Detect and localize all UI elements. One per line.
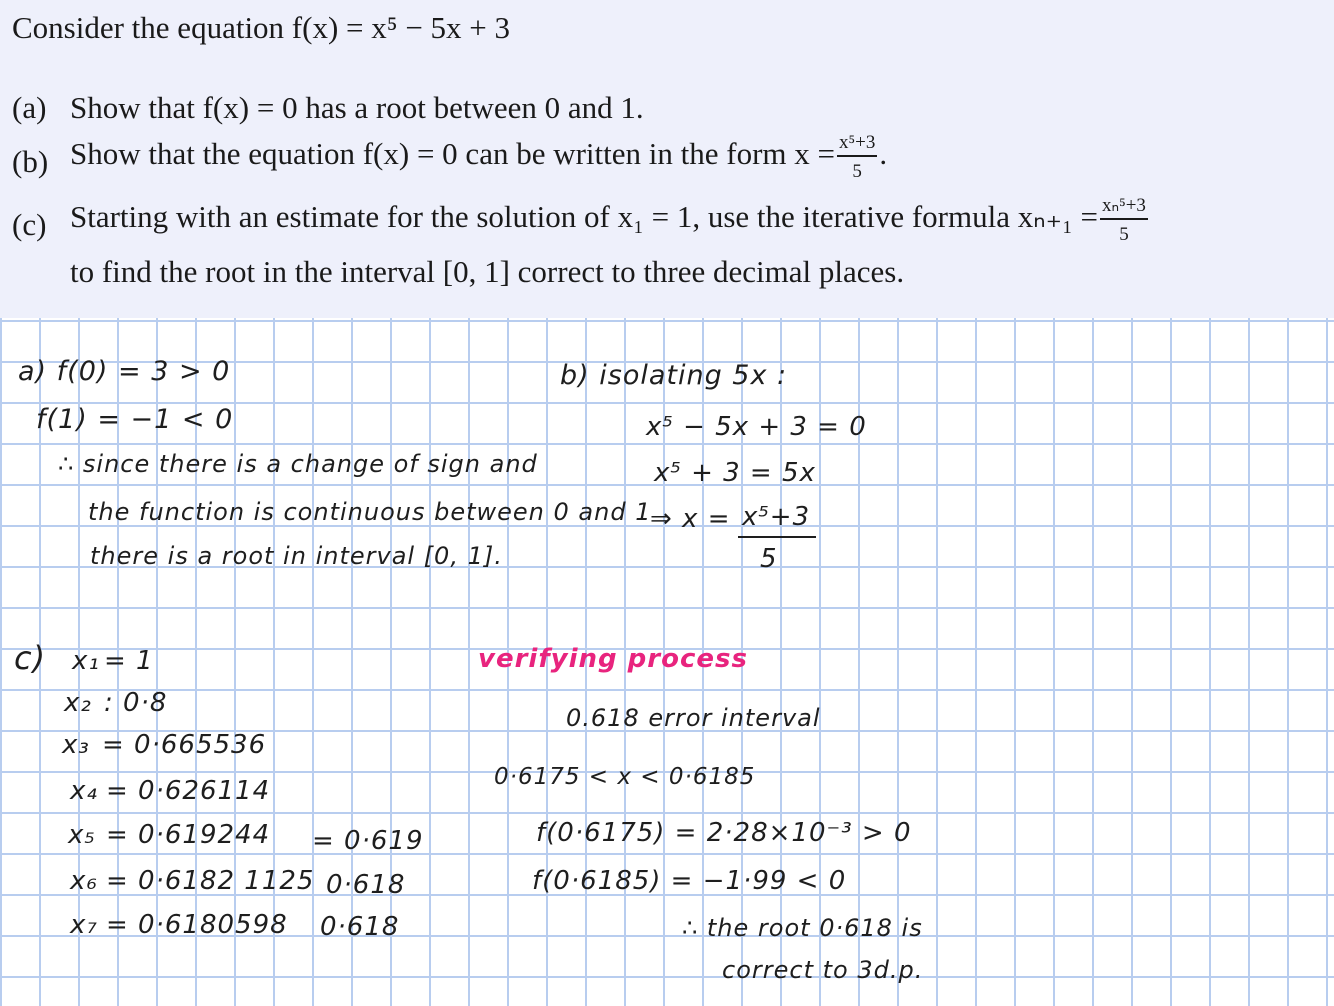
verify-line3: f(0·6175) = 2·28×10⁻³ > 0 — [536, 818, 912, 848]
iteration-x5-value: = 0·619244 — [106, 820, 271, 850]
verify-heading: verifying process — [478, 644, 748, 674]
iteration-x5-name: x₅ — [68, 820, 96, 850]
answer-b-line2: x⁵ + 3 = 5x — [654, 458, 816, 488]
part-c-fraction — [1100, 196, 1148, 244]
answer-b-heading: b) isolating 5x : — [560, 360, 788, 391]
answer-b-line1: x⁵ − 5x + 3 = 0 — [646, 412, 867, 442]
verify-line1: 0.618 error interval — [566, 704, 821, 732]
part-a-text: Show that f(x) = 0 has a root between 0 and 1. — [70, 90, 644, 125]
part-b-label: (b) — [12, 144, 49, 179]
part-c-fraction-denominator: 5 — [1119, 224, 1129, 245]
iteration-x7-value: = 0·6180598 — [106, 910, 288, 940]
answer-a-line3: ∴ since there is a change of sign and — [58, 450, 538, 478]
part-c-line2: to find the root in the interval [0, 1] correct to three decimal places. — [70, 254, 905, 289]
answer-a-line2: f(1) = −1 < 0 — [36, 404, 234, 435]
part-b-period: . — [879, 136, 888, 172]
answer-a-line5: there is a root in interval [0, 1]. — [90, 542, 503, 570]
part-b-line — [70, 133, 887, 181]
part-b-text: Show that the equation f(x) = 0 can be written in the form x = — [70, 136, 835, 172]
part-c-text: Starting with an estimate for the solution of x₁ = 1, use the iterative formula xₙ₊₁ = — [70, 199, 1098, 235]
iteration-x3-name: x₃ — [62, 730, 90, 760]
answer-c-label: c) — [14, 639, 47, 677]
answer-b-fraction-denominator: 5 — [760, 544, 778, 574]
iteration-x6-value: = 0·6182 1125 — [106, 866, 315, 896]
part-a-label: (a) — [12, 90, 47, 125]
part-b-fraction-denominator: 5 — [852, 161, 862, 182]
iteration-x2-name: x₂ — [64, 688, 92, 718]
part-c-line — [70, 196, 1150, 244]
iteration-x5-rounded: = 0·619 — [312, 826, 424, 856]
iteration-x1-value: = 1 — [104, 646, 154, 676]
iteration-x7-rounded: 0·618 — [320, 912, 400, 942]
verify-line5: ∴ the root 0·618 is — [682, 914, 923, 942]
answer-a-line4: the function is continuous between 0 and 1 — [88, 498, 652, 526]
answer-a-line1: a) f(0) = 3 > 0 — [18, 356, 231, 387]
part-b-fraction-numerator: x⁵+3 — [837, 133, 877, 157]
answer-b-fraction-bar — [738, 536, 816, 538]
question-panel — [0, 0, 1334, 318]
iteration-x4-name: x₄ — [70, 776, 98, 806]
iteration-x7-name: x₇ — [70, 910, 98, 940]
part-b-fraction — [837, 133, 877, 181]
verify-line2: 0·6175 < x < 0·6185 — [494, 764, 756, 790]
iteration-x4-value: = 0·626114 — [106, 776, 271, 806]
answer-b-line3-left: ⇒ x = — [650, 504, 731, 534]
verify-line6: correct to 3d.p. — [722, 956, 924, 984]
iteration-x1-name: x₁ — [72, 646, 100, 676]
question-equation: Consider the equation f(x) = x⁵ − 5x + 3 — [12, 10, 511, 45]
iteration-x3-value: = 0·665536 — [102, 730, 267, 760]
answer-b-fraction-numerator: x⁵+3 — [742, 502, 811, 532]
iteration-x6-name: x₆ — [70, 866, 98, 896]
part-c-label: (c) — [12, 207, 47, 242]
part-c-fraction-numerator: xₙ⁵+3 — [1100, 196, 1148, 220]
iteration-x2-value: : 0·8 — [104, 688, 168, 718]
iteration-x6-rounded: 0·618 — [326, 870, 406, 900]
verify-line4: f(0·6185) = −1·99 < 0 — [532, 866, 847, 896]
